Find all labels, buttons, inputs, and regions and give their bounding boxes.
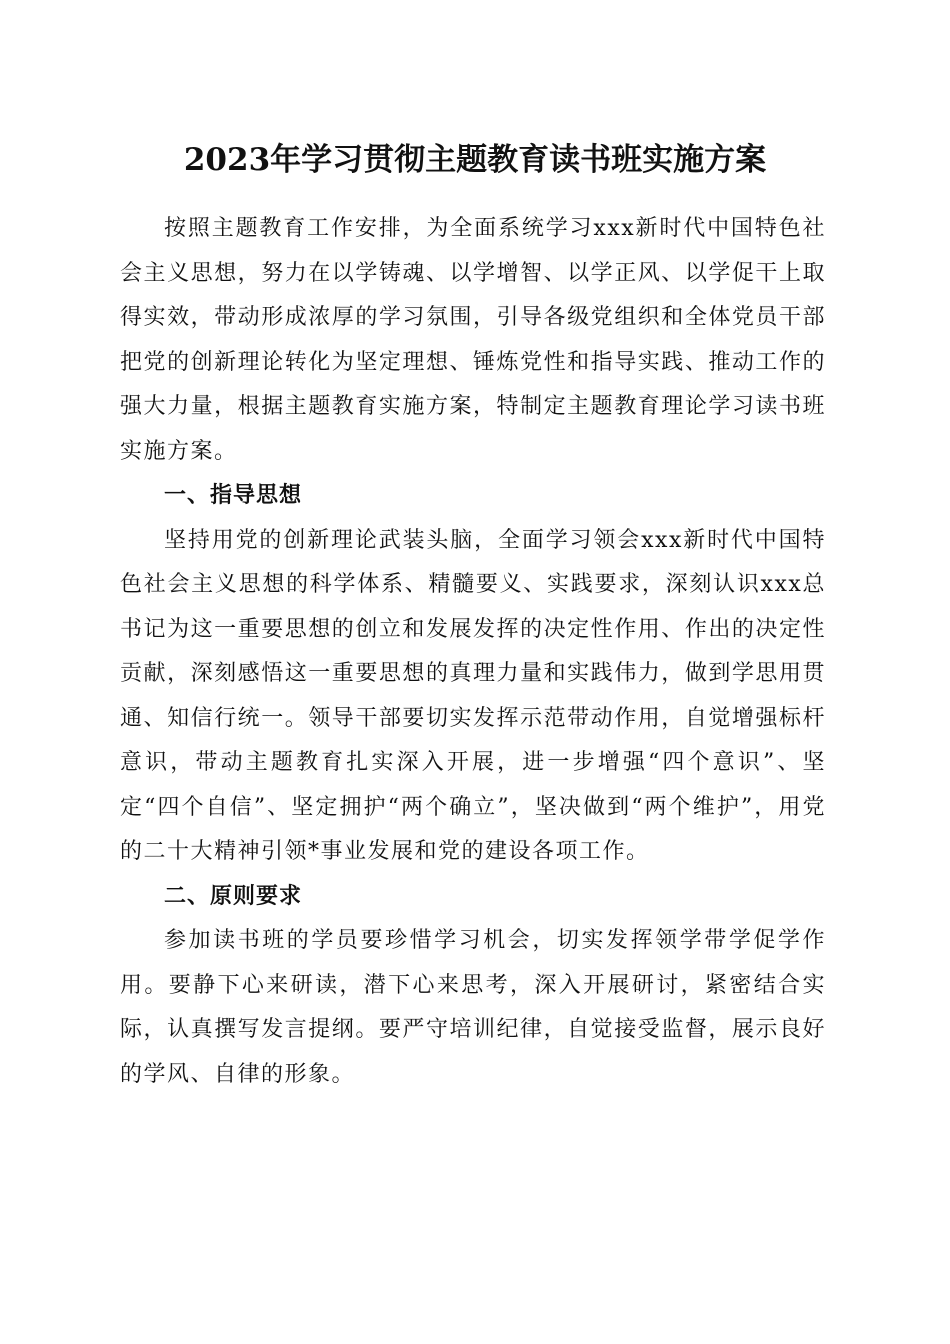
document-body xyxy=(120,207,826,1097)
section-heading-principles: 二、原则要求 xyxy=(164,883,303,909)
section-paragraph-principles: 参加读书班的学员要珍惜学习机会，切实发挥领学带学促学作用。要静下心来研读，潜下心来思考，深入开展研讨，紧密结合实际，认真撰写发言提纲。要严守培训纪律，自觉接受监督，展示良好的学风、自律的形象。 xyxy=(120,928,826,1087)
intro-paragraph: 按照主题教育工作安排，为全面系统学习xxx新时代中国特色社会主义思想，努力在以学铸魂、以学增智、以学正风、以学促干上取得实效，带动形成浓厚的学习氛围，引导各级党组织和全体党员干部把党的创新理论转化为坚定理想、锤炼党性和指导实践、推动工作的强大力量，根据主题教育实施方案，特制定主题教育理论学习读书班实施方案。 xyxy=(120,216,826,464)
section-paragraph-guiding-ideology: 坚持用党的创新理论武装头脑，全面学习领会xxx新时代中国特色社会主义思想的科学体系、精髓要义、实践要求，深刻认识xxx总书记为这一重要思想的创立和发展发挥的决定性作用、作出的决定性贡献，深刻感悟这一重要思想的真理力量和实践伟力，做到学思用贯通、知信行统一。领导干部要切实发挥示范带动作用，自觉增强标杆意识，带动主题教育扎实深入开展，进一步增强“四个意识”、坚定“四个自信”、坚定拥护“两个确立”，坚决做到“两个维护”，用党的二十大精神引领*事业发展和党的建设各项工作。 xyxy=(120,527,826,864)
document-title: 2023年学习贯彻主题教育读书班实施方案 xyxy=(183,142,767,178)
section-heading-guiding-ideology: 一、指导思想 xyxy=(164,483,303,508)
